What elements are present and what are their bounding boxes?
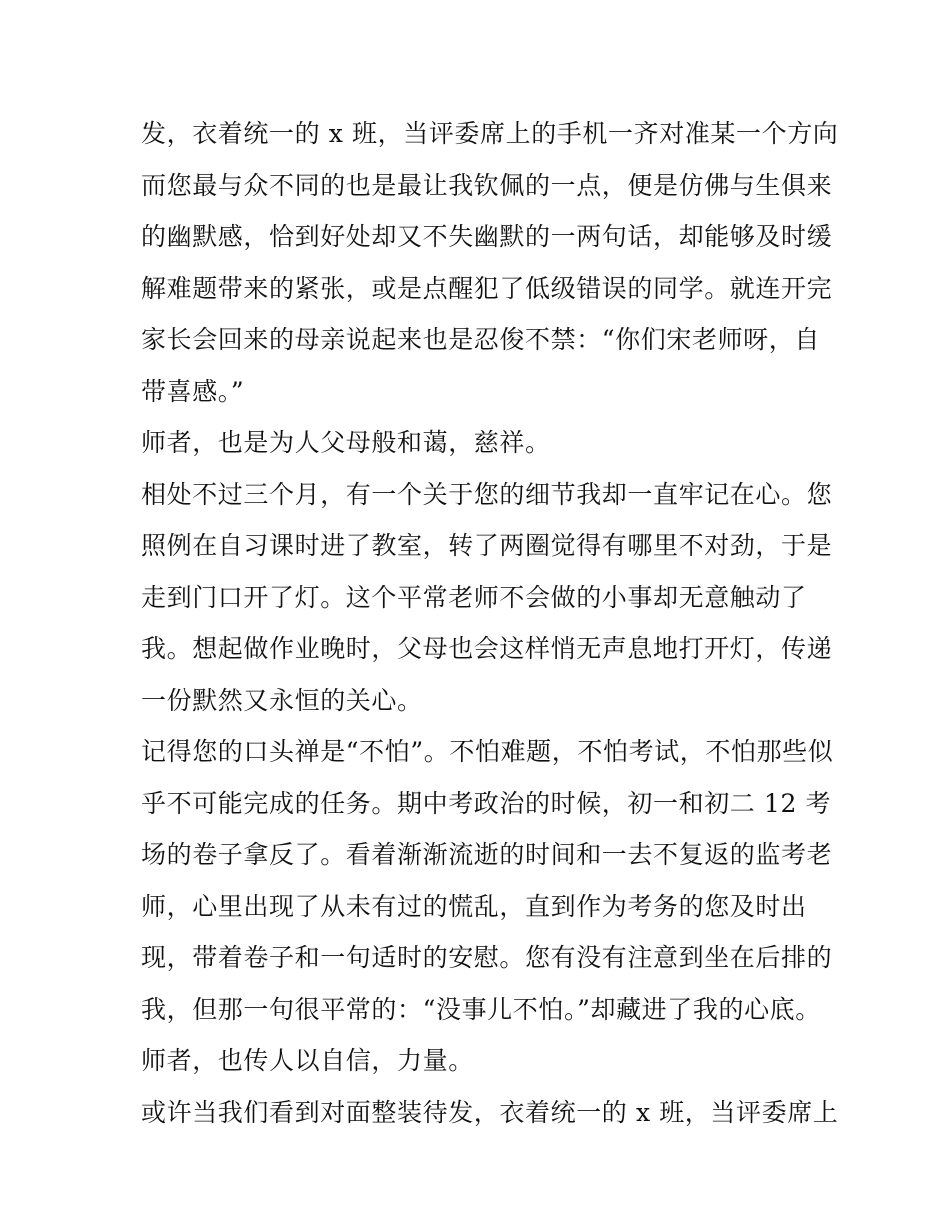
text-line: 的幽默感，恰到好处却又不失幽默的一两句话，却能够及时缓 <box>141 222 833 251</box>
text-line: 场的卷子拿反了。看着渐渐流逝的时间和一去不复返的监考老 <box>141 840 833 869</box>
text-line: 师者，也是为人父母般和蔼，慈祥。 <box>141 428 551 457</box>
text-line: 我，但那一句很平常的：“没事儿不怕。”却藏进了我的心底。 <box>141 994 821 1024</box>
text-line: 记得您的口头禅是“不怕”。不怕难题，不怕考试，不怕那些似 <box>141 737 834 766</box>
text-line: 而您最与众不同的也是最让我钦佩的一点，便是仿佛与生俱来 <box>141 170 833 200</box>
text-line: 或许当我们看到对面整装待发，衣着统一的 x 班，当评委席上 <box>141 1097 839 1127</box>
text-line: 我。想起做作业晚时，父母也会这样悄无声息地打开灯，传递 <box>141 634 833 663</box>
text-line: 一份默然又永恒的关心。 <box>141 685 423 715</box>
text-line: 带喜感。” <box>141 376 245 406</box>
text-line: 相处不过三个月，有一个关于您的细节我却一直牢记在心。您 <box>141 479 833 509</box>
text-line: 发，衣着统一的 x 班，当评委席上的手机一齐对准某一个方向 <box>141 119 839 148</box>
document-body <box>141 108 839 1138</box>
text-line: 现，带着卷子和一句适时的安慰。您有没有注意到坐在后排的 <box>141 943 833 972</box>
text-line: 家长会回来的母亲说起来也是忍俊不禁：“你们宋老师呀，自 <box>141 325 820 354</box>
text-line: 走到门口开了灯。这个平常老师不会做的小事却无意触动了 <box>141 582 807 612</box>
text-line: 师者，也传人以自信，力量。 <box>141 1046 474 1075</box>
text-line: 乎不可能完成的任务。期中考政治的时候，初一和初二 12 考 <box>141 788 832 818</box>
text-line: 师，心里出现了从未有过的慌乱，直到作为考务的您及时出 <box>141 891 807 921</box>
text-line: 照例在自习课时进了教室，转了两圈觉得有哪里不对劲，于是 <box>141 531 833 560</box>
text-line: 解难题带来的紧张，或是点醒犯了低级错误的同学。就连开完 <box>141 273 833 303</box>
